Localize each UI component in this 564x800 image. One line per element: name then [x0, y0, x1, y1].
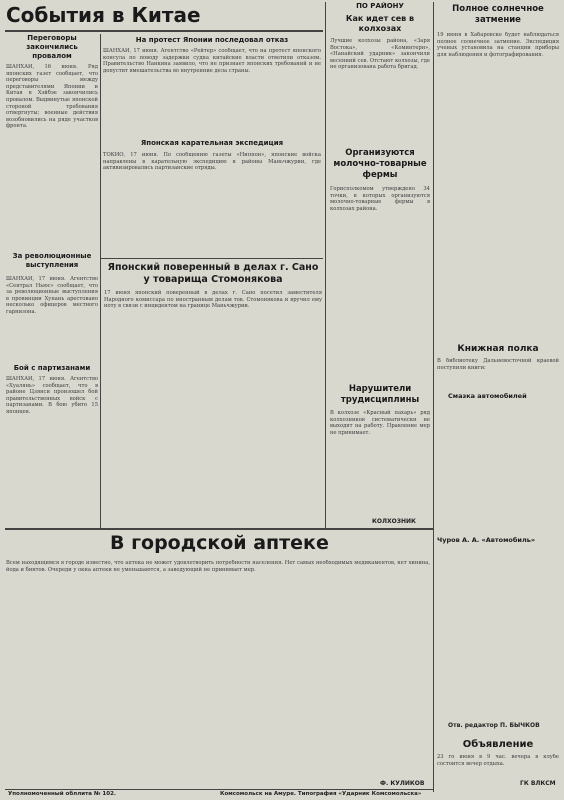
section-rule [5, 528, 433, 530]
column-rule [325, 2, 326, 528]
article-headline: Организуются молочно-товарные фермы [333, 148, 427, 180]
article-headline: Бой с партизанами [13, 364, 91, 372]
article-headline: В городской аптеке [110, 532, 329, 554]
footer-rule [5, 789, 433, 790]
article-headline: Полное солнечное затмение [452, 4, 544, 25]
article-body: ТОКИО, 17 июня. По сообщению газеты «Ниппон», японские войска направлены в карательную экспедицию в районы Маньчжурии, где активизировались партизанские отряды. [103, 152, 321, 172]
ad-text: 23 го июня в 9 час. вечера в клубе состоится вечер отдыха. [437, 754, 559, 767]
article-headline: Книжная полка [457, 344, 539, 354]
article-body: ШАНХАЙ, 17 июня. Агентство «Хуалянь» сообщает, что в районе Цзянси произошел бой правительственных войск с партизанами. В бою убито 15 японцев. [6, 376, 98, 415]
article-signature: Ф. КУЛИКОВ [380, 780, 425, 787]
article-body: Лучшие колхозы района, «Заря Востока», «Коминтерн», «Нанайский ударник» закончили весенний сев. Отстают колхозы, где не организована работа бригад. [330, 38, 430, 71]
article-signature: КОЛХОЗНИК [372, 518, 416, 525]
column-rule [100, 34, 101, 528]
book-title: Чуров А. А. «Автомобиль» [437, 536, 536, 544]
article-body: ШАНХАЙ, 17 июня. Агентство «Рейтер» сообщает, что на протест японского консула по поводу задержки судна китайские власти ответили отказом. Правительство Нанкина заявило, что не признает японских требований и не допустит вмешательства во внутренние дела страны. [103, 48, 321, 74]
article-headline: Нарушители трудисциплины [340, 384, 420, 405]
ads-heading: Объявление [462, 739, 534, 750]
article-headline: За революционные выступления [12, 252, 92, 269]
footer-left: Уполномоченный обллита № 102. [8, 791, 116, 797]
article-body: В библиотеку Дальневосточной краевой поступили книги: [437, 358, 559, 371]
article-body: ШАНХАЙ, 16 июня. Ряд японских газет сообщает, что переговоры между представителями Японии и Китая в Хэйбэе закончились провалом. Выдвинутые японской стороной требования отвергнуты; военные действия возобновились на ряде участков фронта. [6, 64, 98, 130]
article-body: Горисполкомом утверждено 34 точки, в которых организуются молочно-товарные фермы в колхозах района. [330, 186, 430, 212]
masthead-title: События в Китае [6, 3, 201, 27]
masthead-rule [5, 30, 323, 32]
article-headline: Японский поверенный в делах г. Сано у товарища Стомонякова [107, 262, 319, 285]
article-headline: Как идет сев в колхозах [345, 14, 415, 33]
article-body: ШАНХАЙ, 17 июня. Агентство «Сентрал Ньюс» сообщает, что за революционные выступления в провинции Хунань арестовано несколько офицеров местного гарнизона. [6, 276, 98, 315]
article-body: В колхозе «Красный пахарь» ряд колхозников систематически не выходят на работу. Правление мер не принимает. [330, 410, 430, 436]
article-headline: Переговоры закончились провалом [26, 34, 78, 60]
editor-credit: Отв. редактор П. БЫЧКОВ [448, 722, 540, 729]
column-rule [433, 2, 434, 792]
book-title: Смазка автомобилей [448, 392, 527, 400]
district-column-tag: ПО РАЙОНУ [356, 2, 404, 10]
article-body: 19 июня в Хабаровске будет наблюдаться полное солнечное затмение. Экспедиция ученых установила на станции приборы для наблюдения и фотографирования. [437, 32, 559, 58]
ad-signature: ГК ВЛКСМ [520, 780, 556, 787]
article-headline: На протест Японии последовал отказ [135, 36, 289, 44]
section-rule [101, 258, 323, 259]
footer-right: Комсомольск на Амуре. Типография «Ударник Комсомольска» [220, 791, 422, 797]
article-headline: Японская карательная экспедиция [140, 139, 284, 147]
article-body: Всем находящимся в городе известно, что аптека не может удовлетворить потребности населения. Нет самых необходимых медикаментов, нет хинина, йода и бинтов. Очереди у окна аптеки не уменьшаются, а заведующий не принимает мер. [6, 560, 430, 573]
article-body: 17 июня японский поверенный в делах г. Сано посетил заместителя Народного комиссара по иностранным делам тов. Стомонякова и вручил ему ноту в связи с инцидентом на границе Маньчжурии. [104, 290, 322, 310]
